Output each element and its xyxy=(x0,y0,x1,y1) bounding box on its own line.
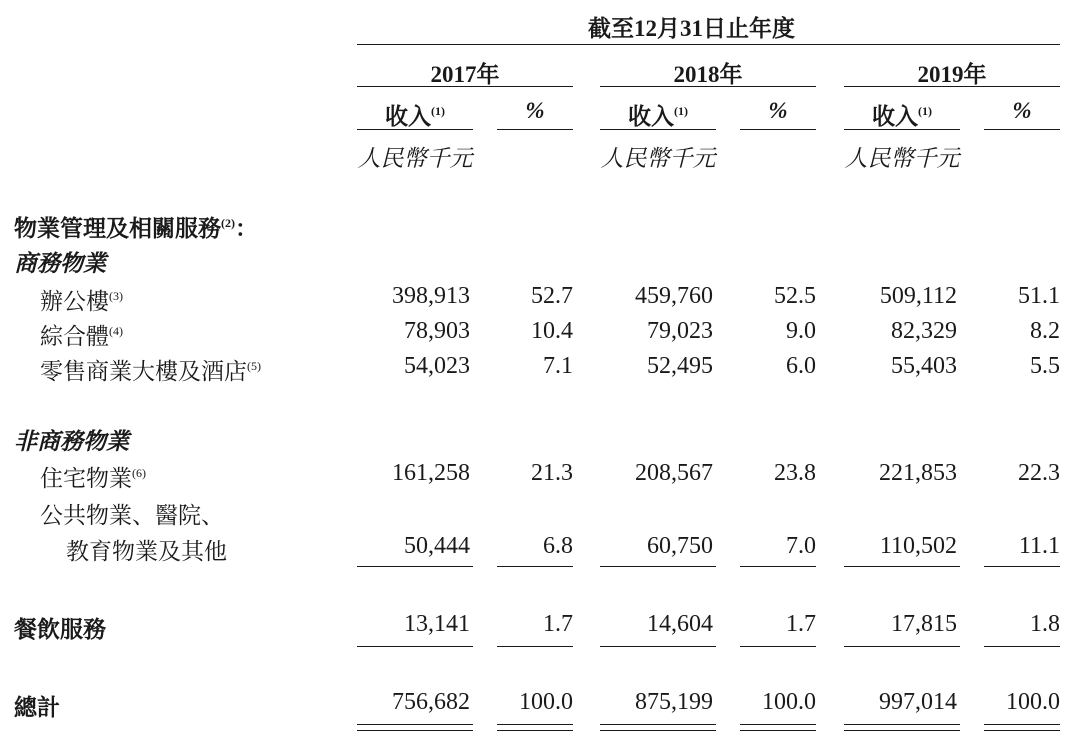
row-label-public-line1: 公共物業、醫院、 xyxy=(40,503,224,528)
cell-complex-pct-2018: 9.0 xyxy=(786,318,816,344)
row-label-office: 辦公樓$^{(3)}$ xyxy=(40,289,123,314)
cell-public-pct-2018: 7.0 xyxy=(786,533,816,559)
cell-catering-rev-2017: 13,141 xyxy=(404,611,470,637)
cell-total-rev-2017: 756,682 xyxy=(392,689,470,715)
unit-label-2018: 人民幣千元 xyxy=(600,146,716,171)
year-header-2017: 2017年 xyxy=(430,62,500,87)
unit-label-2019: 人民幣千元 xyxy=(844,146,960,171)
year-rule-2019 xyxy=(844,86,1060,87)
sub-rule-rev-2017 xyxy=(357,129,473,130)
sub-rule-pct-2018 xyxy=(740,129,816,130)
row-label-retail-hotel: 零售商業大樓及酒店$^{(5)}$ xyxy=(40,359,261,384)
subtotal-rule-pct-2018 xyxy=(740,566,816,567)
subtotal-rule-pct-2019 xyxy=(984,566,1060,567)
cell-catering-pct-2018: 1.7 xyxy=(786,611,816,637)
row-label-complex: 綜合體$^{(4)}$ xyxy=(40,324,123,349)
total-double-rule-rev-2018-b xyxy=(600,730,716,731)
total-double-rule-pct-2019-a xyxy=(984,724,1060,725)
sub-rule-pct-2017 xyxy=(497,129,573,130)
subtotal-rule-rev-2019 xyxy=(844,566,960,567)
cell-complex-rev-2017: 78,903 xyxy=(404,318,470,344)
percent-header-2017: % xyxy=(525,98,545,123)
total-double-rule-pct-2017-a xyxy=(497,724,573,725)
cell-total-pct-2019: 100.0 xyxy=(1006,689,1060,715)
cell-complex-rev-2019: 82,329 xyxy=(891,318,957,344)
total-double-rule-rev-2019-b xyxy=(844,730,960,731)
catering-rule-rev-2018 xyxy=(600,646,716,647)
cell-public-pct-2017: 6.8 xyxy=(543,533,573,559)
cell-retail-rev-2018: 52,495 xyxy=(647,353,713,379)
section-commercial: 商務物業 xyxy=(14,251,106,276)
catering-rule-rev-2019 xyxy=(844,646,960,647)
total-double-rule-pct-2018-b xyxy=(740,730,816,731)
year-rule-2017 xyxy=(357,86,573,87)
section-property-management: 物業管理及相關服務$^{(2)}$： xyxy=(14,216,258,241)
cell-office-rev-2019: 509,112 xyxy=(879,283,957,309)
period-header: 截至12月31日止年度 xyxy=(588,16,795,41)
catering-rule-pct-2017 xyxy=(497,646,573,647)
percent-header-2019: % xyxy=(1012,98,1032,123)
cell-catering-rev-2018: 14,604 xyxy=(647,611,713,637)
year-header-2018: 2018年 xyxy=(673,62,743,87)
total-double-rule-rev-2017-a xyxy=(357,724,473,725)
catering-rule-pct-2018 xyxy=(740,646,816,647)
cell-total-rev-2019: 997,014 xyxy=(879,689,957,715)
revenue-header-2018: 收入$^{(1)}$ xyxy=(628,104,688,129)
section-total: 總計 xyxy=(14,695,60,720)
percent-header-2018: % xyxy=(768,98,788,123)
unit-label-2017: 人民幣千元 xyxy=(357,146,473,171)
row-label-public-line2: 教育物業及其他 xyxy=(66,539,227,564)
cell-office-pct-2017: 52.7 xyxy=(531,283,573,309)
cell-retail-pct-2018: 6.0 xyxy=(786,353,816,379)
revenue-header-2019: 收入$^{(1)}$ xyxy=(872,104,932,129)
cell-retail-rev-2019: 55,403 xyxy=(891,353,957,379)
cell-catering-rev-2019: 17,815 xyxy=(891,611,957,637)
total-double-rule-pct-2018-a xyxy=(740,724,816,725)
cell-public-rev-2019: 110,502 xyxy=(879,533,957,559)
catering-rule-rev-2017 xyxy=(357,646,473,647)
cell-office-pct-2018: 52.5 xyxy=(774,283,816,309)
subtotal-rule-rev-2018 xyxy=(600,566,716,567)
total-double-rule-pct-2019-b xyxy=(984,730,1060,731)
cell-office-pct-2019: 51.1 xyxy=(1018,283,1060,309)
cell-complex-pct-2019: 8.2 xyxy=(1030,318,1060,344)
cell-retail-pct-2019: 5.5 xyxy=(1030,353,1060,379)
sub-rule-rev-2019 xyxy=(844,129,960,130)
section-non-commercial: 非商務物業 xyxy=(14,429,129,454)
cell-total-pct-2018: 100.0 xyxy=(762,689,816,715)
cell-residential-pct-2018: 23.8 xyxy=(774,460,816,486)
section-catering: 餐飲服務 xyxy=(14,617,106,642)
catering-rule-pct-2019 xyxy=(984,646,1060,647)
cell-public-rev-2018: 60,750 xyxy=(647,533,713,559)
cell-catering-pct-2017: 1.7 xyxy=(543,611,573,637)
cell-residential-rev-2019: 221,853 xyxy=(879,460,957,486)
row-label-residential: 住宅物業$^{(6)}$ xyxy=(40,466,146,491)
cell-retail-rev-2017: 54,023 xyxy=(404,353,470,379)
year-rule-2018 xyxy=(600,86,816,87)
revenue-header-2017: 收入$^{(1)}$ xyxy=(385,104,445,129)
sub-rule-rev-2018 xyxy=(600,129,716,130)
total-double-rule-rev-2019-a xyxy=(844,724,960,725)
cell-residential-pct-2017: 21.3 xyxy=(531,460,573,486)
cell-complex-pct-2017: 10.4 xyxy=(531,318,573,344)
sub-rule-pct-2019 xyxy=(984,129,1060,130)
total-double-rule-rev-2017-b xyxy=(357,730,473,731)
cell-catering-pct-2019: 1.8 xyxy=(1030,611,1060,637)
total-double-rule-rev-2018-a xyxy=(600,724,716,725)
cell-retail-pct-2017: 7.1 xyxy=(543,353,573,379)
period-header-rule xyxy=(357,44,1060,45)
cell-total-rev-2018: 875,199 xyxy=(635,689,713,715)
year-header-2019: 2019年 xyxy=(917,62,987,87)
cell-public-rev-2017: 50,444 xyxy=(404,533,470,559)
total-double-rule-pct-2017-b xyxy=(497,730,573,731)
cell-residential-rev-2018: 208,567 xyxy=(635,460,713,486)
cell-total-pct-2017: 100.0 xyxy=(519,689,573,715)
subtotal-rule-pct-2017 xyxy=(497,566,573,567)
cell-residential-pct-2019: 22.3 xyxy=(1018,460,1060,486)
subtotal-rule-rev-2017 xyxy=(357,566,473,567)
cell-complex-rev-2018: 79,023 xyxy=(647,318,713,344)
cell-office-rev-2017: 398,913 xyxy=(392,283,470,309)
cell-residential-rev-2017: 161,258 xyxy=(392,460,470,486)
cell-office-rev-2018: 459,760 xyxy=(635,283,713,309)
cell-public-pct-2019: 11.1 xyxy=(1018,533,1060,559)
